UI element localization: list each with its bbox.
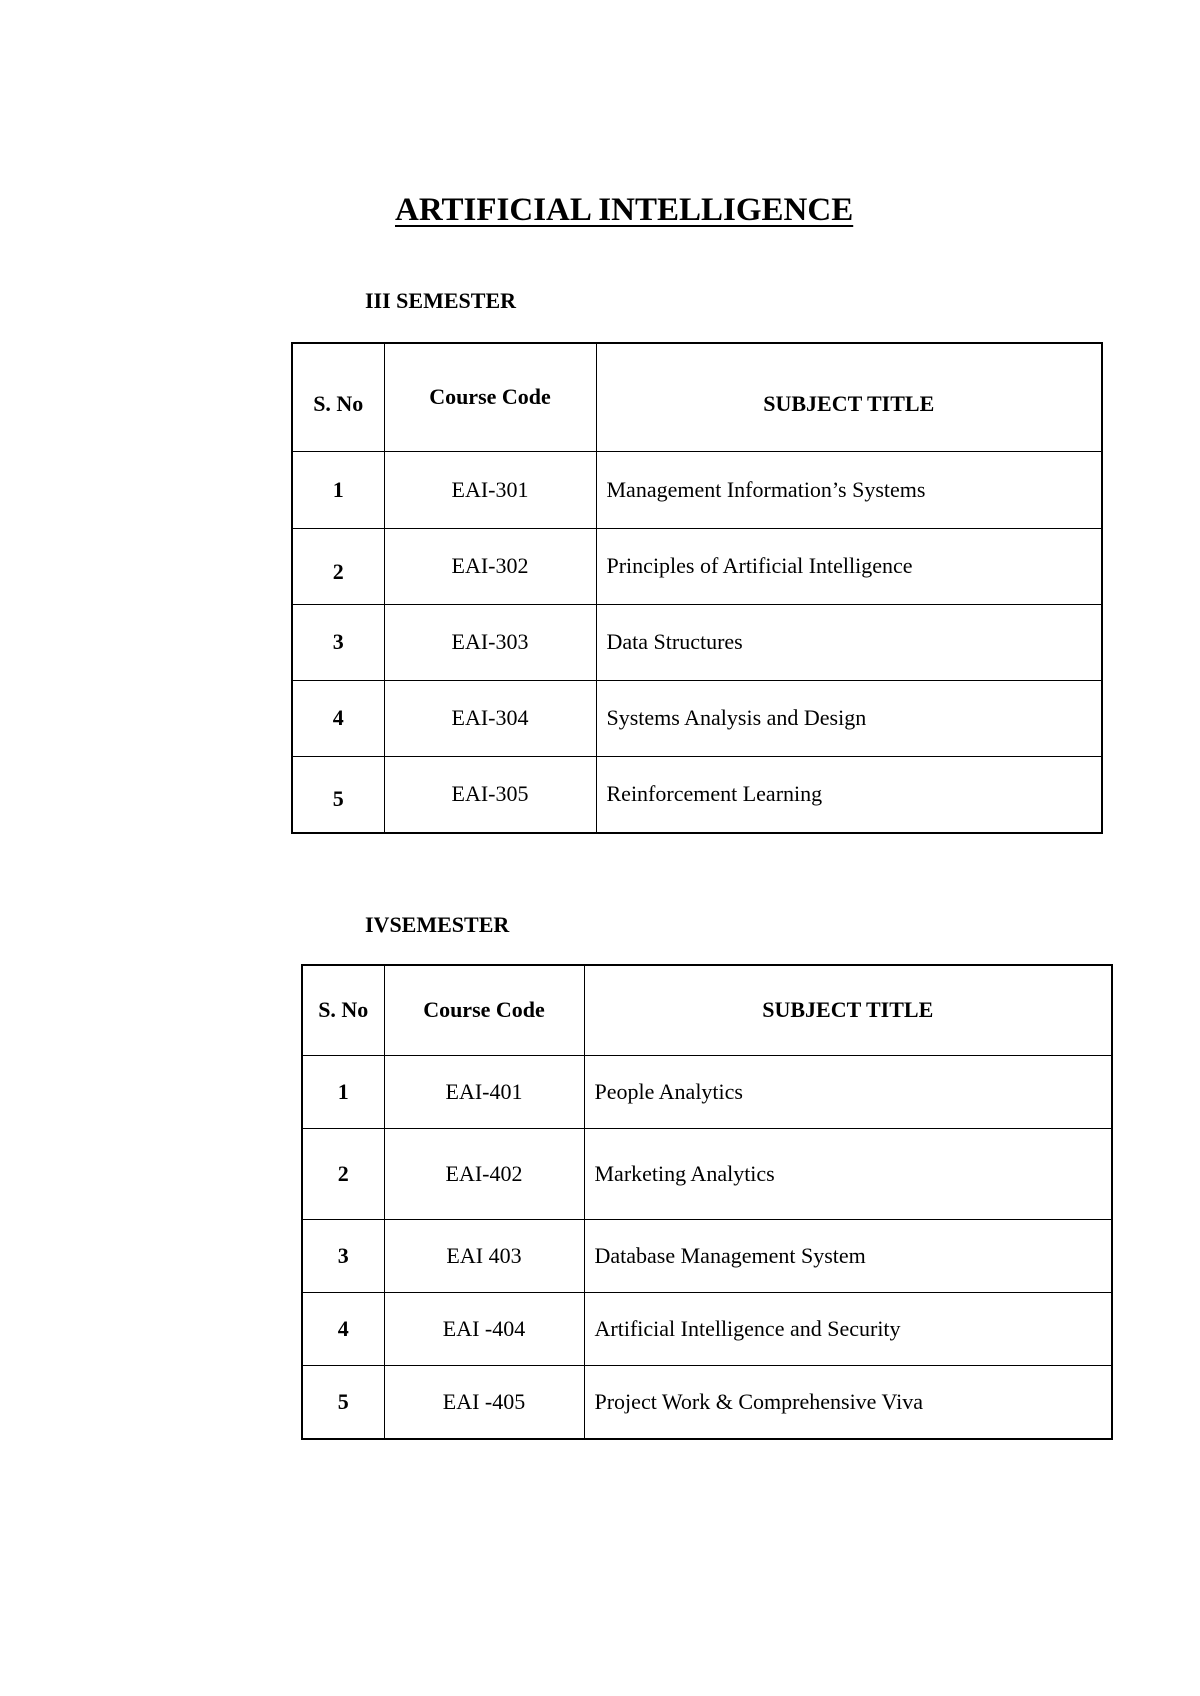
table-row bbox=[302, 1219, 1112, 1292]
course-code-cell: EAI-305 bbox=[384, 756, 596, 833]
subject-title-cell: People Analytics bbox=[584, 1055, 1112, 1128]
table-row bbox=[302, 1292, 1112, 1365]
semester-4-course-table bbox=[301, 964, 1113, 1440]
course-code-cell: EAI -404 bbox=[384, 1292, 584, 1365]
table-row bbox=[302, 1055, 1112, 1128]
course-code-header: Course Code bbox=[384, 965, 584, 1055]
course-code-cell: EAI-402 bbox=[384, 1128, 584, 1219]
sno-header: S. No bbox=[302, 965, 384, 1055]
sno-cell: 3 bbox=[302, 1219, 384, 1292]
semester-3-heading: III SEMESTER bbox=[365, 288, 517, 313]
course-code-cell: EAI-401 bbox=[384, 1055, 584, 1128]
sno-cell: 4 bbox=[302, 1292, 384, 1365]
sno-header: S. No bbox=[292, 343, 384, 451]
table-row bbox=[292, 451, 1102, 528]
subject-title-cell: Principles of Artificial Intelligence bbox=[596, 528, 1102, 604]
course-code-cell: EAI-302 bbox=[384, 528, 596, 604]
subject-title-cell: Data Structures bbox=[596, 604, 1102, 680]
sno-cell: 1 bbox=[292, 451, 384, 528]
sno-cell: 1 bbox=[302, 1055, 384, 1128]
table-row bbox=[302, 1365, 1112, 1439]
table-row bbox=[292, 680, 1102, 756]
semester-4-heading: IVSEMESTER bbox=[365, 912, 510, 937]
sno-cell: 3 bbox=[292, 604, 384, 680]
table-row bbox=[292, 756, 1102, 833]
course-code-cell: EAI-301 bbox=[384, 451, 596, 528]
course-code-cell: EAI 403 bbox=[384, 1219, 584, 1292]
semester-3-course-table bbox=[291, 342, 1103, 834]
sno-cell: 2 bbox=[292, 528, 384, 604]
table-header-row bbox=[292, 343, 1102, 451]
table-row bbox=[302, 1128, 1112, 1219]
sno-cell: 4 bbox=[292, 680, 384, 756]
subject-title-cell: Marketing Analytics bbox=[584, 1128, 1112, 1219]
subject-title-cell: Systems Analysis and Design bbox=[596, 680, 1102, 756]
table-header-row bbox=[302, 965, 1112, 1055]
table-row bbox=[292, 528, 1102, 604]
subject-title-cell: Project Work & Comprehensive Viva bbox=[584, 1365, 1112, 1439]
course-code-cell: EAI -405 bbox=[384, 1365, 584, 1439]
subject-title-cell: Management Information’s Systems bbox=[596, 451, 1102, 528]
subject-title-header: SUBJECT TITLE bbox=[596, 343, 1102, 451]
sno-cell: 2 bbox=[302, 1128, 384, 1219]
table-row bbox=[292, 604, 1102, 680]
course-code-cell: EAI-304 bbox=[384, 680, 596, 756]
course-code-header: Course Code bbox=[384, 343, 596, 451]
sno-cell: 5 bbox=[302, 1365, 384, 1439]
course-code-cell: EAI-303 bbox=[384, 604, 596, 680]
subject-title-cell: Artificial Intelligence and Security bbox=[584, 1292, 1112, 1365]
subject-title-cell: Database Management System bbox=[584, 1219, 1112, 1292]
subject-title-cell: Reinforcement Learning bbox=[596, 756, 1102, 833]
sno-cell: 5 bbox=[292, 756, 384, 833]
document-title: ARTIFICIAL INTELLIGENCE bbox=[395, 192, 854, 228]
subject-title-header: SUBJECT TITLE bbox=[584, 965, 1112, 1055]
